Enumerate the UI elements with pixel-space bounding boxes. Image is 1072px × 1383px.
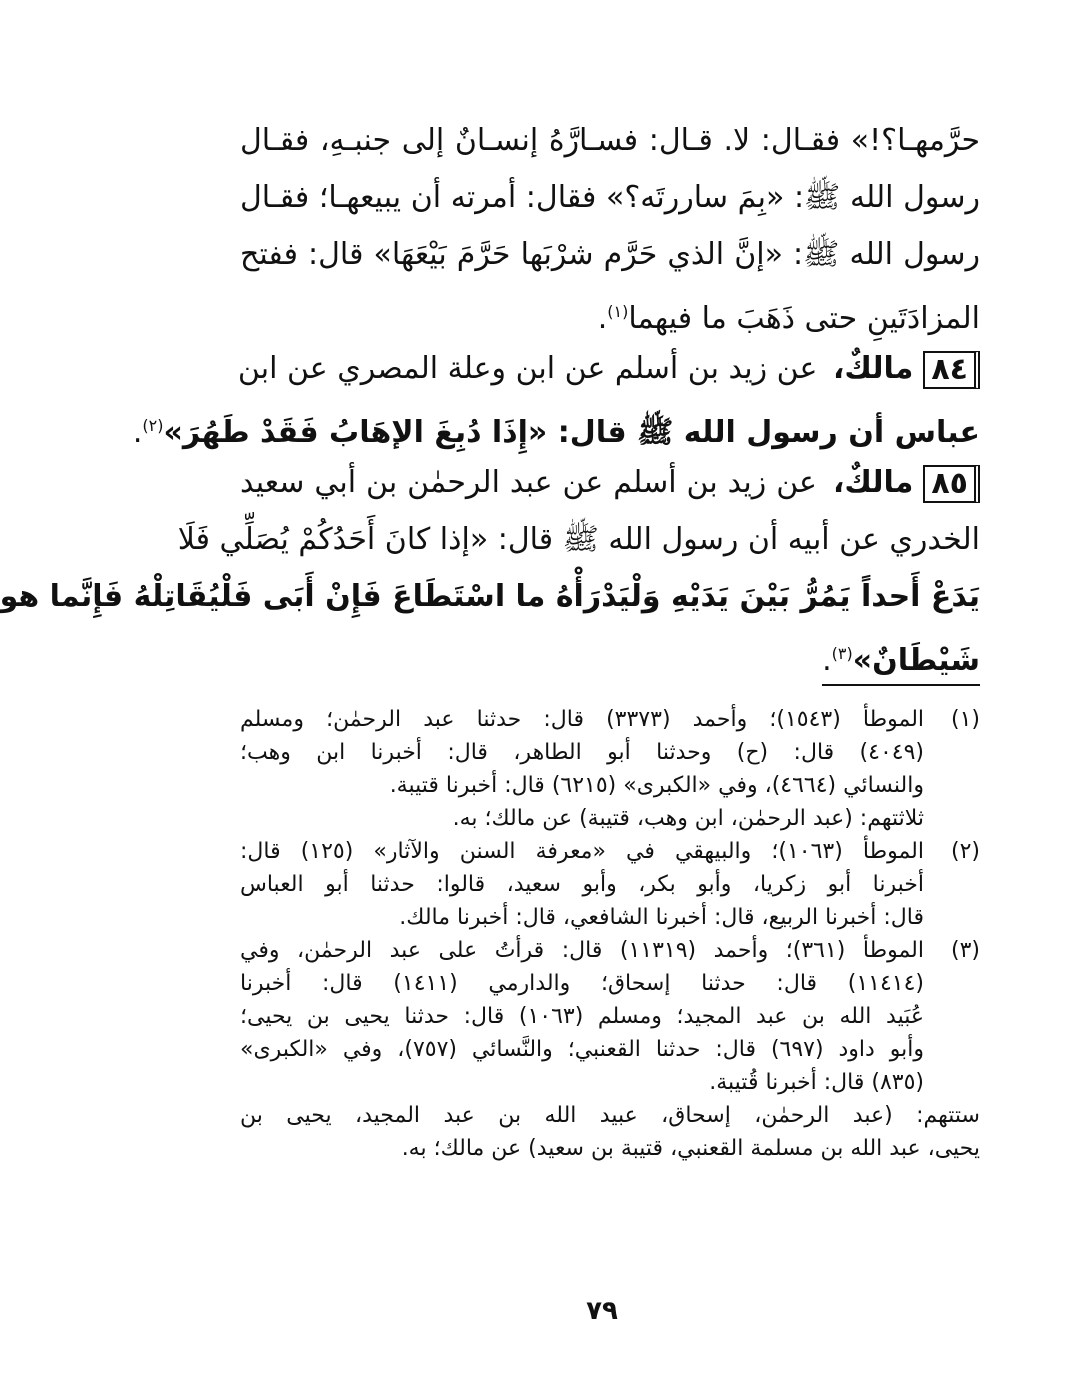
footnote-number: (٢): [950, 839, 980, 864]
main-text-block: [0, 112, 980, 682]
hadith-number-box: ٨٥: [923, 465, 980, 503]
hadith-text-line: يَدَعْ أَحداً يَمُرُّ بَيْنَ يَدَيْهِ وَلْيَدْرَأْهُ ما اسْتَطَاعَ فَإِنْ أَبَى فَلْيُقَاتِلْهُ فَإِنَّما هو: [0, 579, 980, 614]
footnote-1-line-1: [240, 703, 980, 736]
footnotes-section: [240, 703, 980, 1165]
footnote-number: (٣): [950, 938, 980, 963]
hadith-text: عن زيد بن أسلم عن عبد الرحمٰن بن أبي سعيد: [240, 465, 817, 500]
narrator-name: مالكٌ،: [832, 351, 914, 386]
period: .: [132, 415, 143, 450]
footnote-text-line: ثلاثتهم: (عبد الرحمٰن، ابن وهب، قتيبة) عن مالك؛ به.: [452, 806, 924, 831]
footnote-ref[interactable]: (١): [607, 302, 629, 321]
footnote-number: (١): [951, 707, 981, 732]
period: .: [822, 643, 832, 678]
footnote-text-line: أخبرنا أبو زكريا، وأبو بكر، وأبو سعيد، قالوا: حدثنا أبو العباس: [240, 872, 924, 897]
closing-note-line: يحيى، عبد الله بن مسلمة القعنبي، قتيبة بن سعيد) عن مالك؛ به.: [401, 1136, 980, 1161]
footnote-text-line: والنسائي (٤٦٦٤)، وفي «الكبرى» (٦٢١٥) قال: أخبرنا قتيبة.: [389, 773, 924, 798]
hadith-85-line-4: [240, 625, 980, 682]
hadith-text: عن زيد بن أسلم عن ابن وعلة المصري عن ابن: [237, 351, 818, 386]
hadith-text: شَيْطَانٌ»: [852, 643, 980, 678]
footnote-text-line: (٨٣٥) قال: أخبرنا قُتيبة.: [709, 1070, 924, 1095]
footnote-text-line: قال: أخبرنا الربيع، قال: أخبرنا الشافعي، قال: أخبرنا مالك.: [399, 905, 924, 930]
footnote-ref[interactable]: (٣): [831, 644, 853, 663]
main-text-line-last: [240, 283, 980, 340]
main-text-line: رسول الله ﷺ: «إنَّ الذي حَرَّم شرْبَها حَرَّمَ بَيْعَهَا» قال: ففتح: [240, 237, 980, 272]
hadith-number-box: ٨٤: [923, 351, 980, 389]
hadith-84-line-1: [237, 340, 980, 397]
narrator-name: مالكٌ،: [832, 465, 914, 500]
hadith-84-line-2: [132, 397, 980, 454]
footnote-text: الموطأ (١٥٤٣)؛ وأحمد (٣٣٧٣) قال: حدثنا عبد الرحمٰن؛ ومسلم: [240, 707, 925, 732]
page-number: ٧٩: [586, 1296, 618, 1326]
footnote-3-line-1: [240, 934, 980, 967]
closing-note-line: ستتهم: (عبد الرحمٰن، إسحاق، عبيد الله بن عبد المجيد، يحيى بن: [240, 1103, 980, 1128]
main-text-line: حرَّمهـا؟!» فقـال: لا. قـال: فسـارَّهُ إنسـانٌ إلى جنبـهِ، فقـال: [240, 123, 980, 158]
footnote-text-line: عُبَيد الله بن عبد المجيد؛ ومسلم (١٠٦٣) قال: حدثنا يحيى بن يحيى؛: [240, 1004, 924, 1029]
footnote-text-line: (٤٠٤٩) قال: (ح) وحدثنا أبو الطاهر، قال: أخبرنا ابن وهب؛: [240, 740, 924, 765]
footnote-divider: [822, 684, 980, 686]
main-text-line: رسول الله ﷺ: «بِمَ ساررتَه؟» فقال: أمرته أن يبيعهـا؛ فقـال: [240, 180, 980, 215]
period: .: [597, 301, 608, 336]
main-text-line: المزادَتَينِ حتى ذَهَبَ ما فيهما: [628, 301, 980, 336]
hadith-text: عباس أن رسول الله ﷺ قال: «إِذَا دُبِغَ الإهَابُ فَقَدْ طَهُرَ»: [163, 415, 980, 450]
hadith-85-line-1: [240, 454, 980, 511]
footnote-text: الموطأ (٣٦١)؛ وأحمد (١١٣١٩) قال: قرأتُ على عبد الرحمٰن، وفي: [240, 938, 924, 963]
footnote-2-line-1: [240, 835, 980, 868]
footnote-text-line: وأبو داود (٦٩٧) قال: حدثنا القعنبي؛ والنَّسائي (٧٥٧)، وفي «الكبرى»: [240, 1037, 925, 1062]
hadith-text-line: الخدري عن أبيه أن رسول الله ﷺ قال: «إذا كانَ أَحَدُكُمْ يُصَلِّي فَلَا: [177, 522, 980, 557]
footnote-ref[interactable]: (٢): [142, 416, 164, 435]
footnote-text: الموطأ (١٠٦٣)؛ والبيهقي في «معرفة السنن والآثار» (١٢٥) قال:: [240, 839, 924, 864]
footnote-text-line: (١١٤١٤) قال: حدثنا إسحاق؛ والدارمي (١٤١١) قال: أخبرنا: [240, 971, 924, 996]
